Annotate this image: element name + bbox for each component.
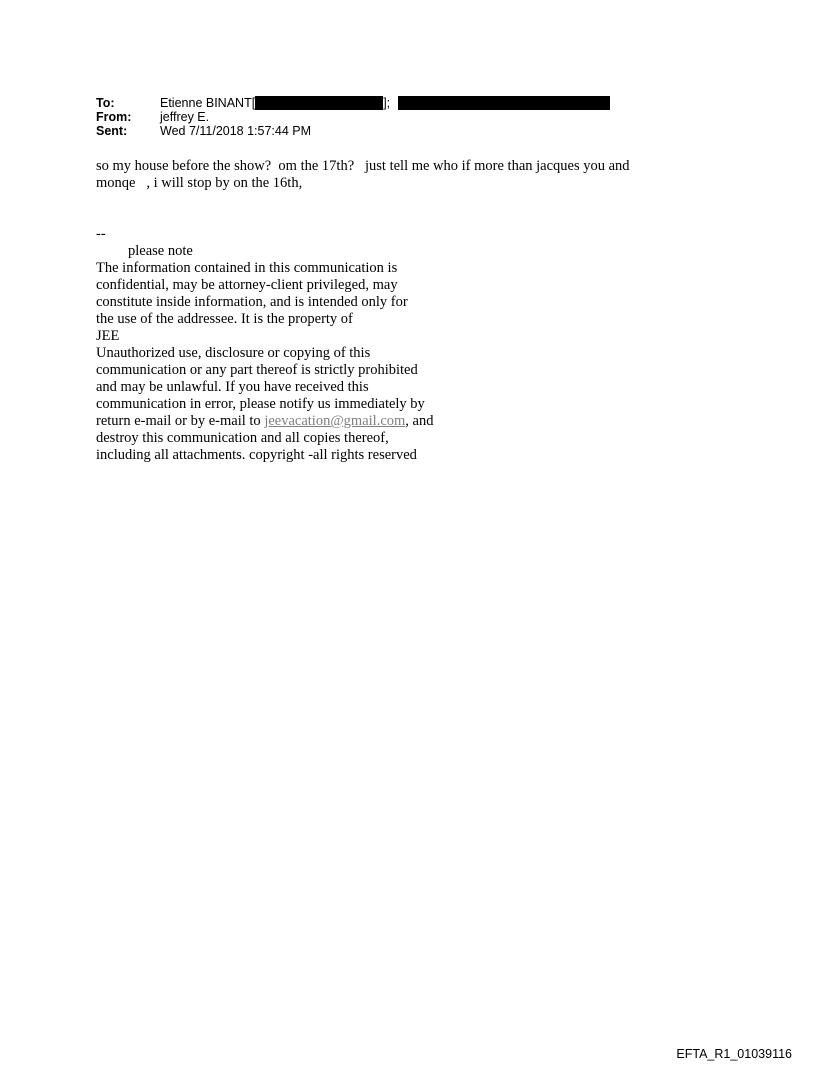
from-row: [96, 110, 610, 124]
redaction-box: [398, 96, 610, 110]
disclaimer-line: and may be unlawful. If you have received this: [96, 379, 369, 395]
sent-value: Wed 7/11/2018 1:57:44 PM: [160, 124, 312, 138]
document-id: EFTA_R1_01039116: [676, 1047, 792, 1061]
disclaimer-line: destroy this communication and all copies thereof,: [96, 430, 389, 446]
signature-note: please note: [128, 243, 193, 259]
email-header: [96, 96, 610, 138]
message-line: monqe , i will stop by on the 16th,: [96, 175, 303, 191]
disclaimer-line: the use of the addressee. It is the property of: [96, 311, 353, 327]
disclaimer-line: Unauthorized use, disclosure or copying of this: [96, 345, 371, 361]
to-name: Etienne BINANT[: [160, 96, 256, 110]
disclaimer-line: confidential, may be attorney-client privileged, may: [96, 277, 398, 293]
email-suffix: , and: [405, 413, 434, 429]
disclaimer-email-line: [96, 413, 716, 430]
signature-separator: --: [96, 226, 106, 242]
disclaimer-line: communication in error, please notify us immediately by: [96, 396, 425, 412]
to-separator: ];: [383, 96, 391, 110]
sent-label: Sent:: [96, 124, 128, 138]
disclaimer-line: The information contained in this communication is: [96, 260, 398, 276]
disclaimer-line: communication or any part thereof is strictly prohibited: [96, 362, 418, 378]
email-body: [96, 158, 716, 464]
message-line: so my house before the show? om the 17th? just tell me who if more than jacques you and: [96, 158, 630, 174]
from-label: From:: [96, 110, 132, 124]
disclaimer-line: JEE: [96, 328, 120, 344]
sent-row: [96, 124, 610, 138]
email-link[interactable]: jeevacation@gmail.com: [264, 413, 406, 429]
from-value: jeffrey E.: [160, 110, 210, 124]
email-prefix: return e-mail or by e-mail to: [96, 413, 265, 429]
to-label: To:: [96, 96, 115, 110]
disclaimer-line: constitute inside information, and is intended only for: [96, 294, 408, 310]
disclaimer-line: including all attachments. copyright -all rights reserved: [96, 447, 417, 463]
to-row: [96, 96, 610, 110]
redaction-box: [255, 96, 383, 110]
